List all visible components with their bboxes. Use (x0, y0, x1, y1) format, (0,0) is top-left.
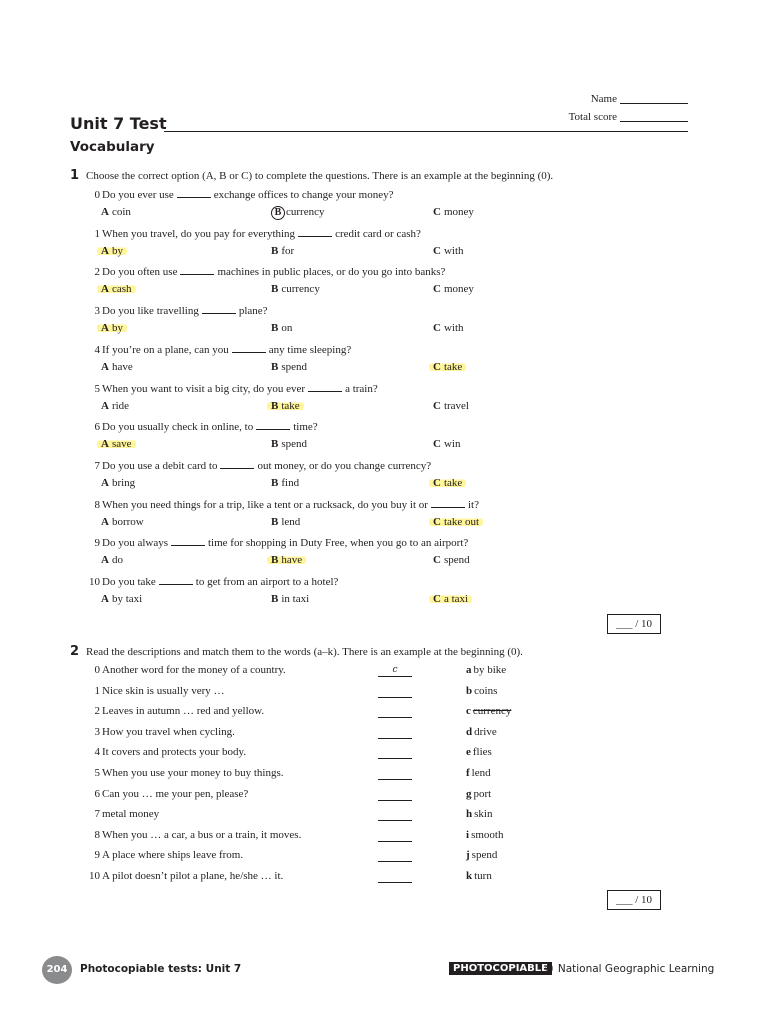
description-number: 6 (94, 787, 100, 800)
match-answer-line[interactable] (378, 831, 412, 842)
option-c-q3[interactable] (433, 322, 464, 334)
description-text: Can you … me your pen, please? (102, 787, 249, 800)
description-text: When you … a car, a bus or a train, it moves. (102, 828, 302, 841)
description-number: 7 (94, 808, 100, 821)
description-text: Nice skin is usually very … (102, 684, 225, 697)
option-letter: C (433, 283, 441, 296)
option-letter: B (271, 244, 279, 257)
question-3 (86, 304, 268, 317)
option-word: have (111, 360, 133, 373)
option-letter: C (433, 322, 441, 335)
option-a-q0[interactable] (101, 206, 131, 218)
word-text: lend (471, 767, 491, 779)
option-letter: C (433, 244, 441, 257)
question-text-after: to get from an airport to a hotel? (195, 576, 339, 588)
word-option-d (466, 726, 497, 738)
word-letter: f (466, 767, 470, 779)
question-text-before: Do you usually check in online, to (102, 421, 254, 434)
option-word: by taxi (111, 593, 143, 605)
option-letter: A (101, 399, 109, 412)
option-c-q6[interactable] (433, 438, 460, 450)
option-letter: C (433, 476, 441, 489)
total-score-label: Total score (568, 111, 617, 123)
option-word: travel (443, 399, 469, 412)
section2-number: 2 (70, 644, 80, 659)
description-number: 9 (94, 849, 100, 862)
description-text: When you use your money to buy things. (102, 767, 284, 779)
highlight-mark (429, 477, 466, 489)
word-text: skin (474, 808, 493, 821)
option-letter: C (433, 515, 441, 528)
match-answer-line[interactable] (378, 851, 412, 862)
option-word: by (111, 322, 123, 335)
description-2 (86, 705, 264, 717)
option-word: spend (281, 438, 308, 451)
answer-blank[interactable] (177, 188, 211, 198)
option-word: currency (281, 283, 320, 296)
option-letter: A (101, 515, 109, 528)
option-a-q4[interactable] (101, 361, 133, 373)
word-text: coins (474, 684, 498, 697)
word-text: flies (472, 746, 492, 759)
description-8 (86, 829, 301, 841)
section2-score-box: ___ / 10 (607, 890, 661, 910)
question-text-after: a train? (345, 382, 378, 395)
match-answer-line[interactable] (378, 769, 412, 780)
option-b-q5[interactable] (271, 400, 304, 412)
question-text-after: it? (467, 498, 479, 511)
option-letter: C (433, 438, 441, 451)
option-letter: A (101, 438, 109, 451)
question-5 (86, 382, 378, 395)
total-score-line[interactable] (620, 121, 688, 122)
highlight-mark (267, 400, 304, 412)
question-7 (86, 459, 431, 472)
question-text-before: Do you use a debit card to (102, 459, 218, 472)
option-c-q10[interactable] (433, 593, 472, 605)
question-number: 2 (94, 266, 100, 279)
name-line[interactable] (620, 103, 688, 104)
word-option-h (466, 808, 492, 820)
option-word: win (443, 438, 461, 451)
word-letter: a (466, 664, 472, 676)
name-label: Name (590, 93, 617, 105)
description-6 (86, 788, 248, 800)
option-letter: B (271, 283, 279, 296)
answer-blank[interactable] (298, 227, 332, 237)
option-b-q7[interactable] (271, 477, 299, 489)
description-text: Another word for the money of a country. (102, 664, 286, 676)
option-letter: B (271, 360, 279, 373)
option-word: find (281, 476, 300, 489)
word-letter: h (466, 808, 473, 821)
option-letter: B (271, 399, 279, 412)
answer-blank[interactable] (308, 382, 342, 392)
word-text: drive (474, 725, 497, 738)
section2-instruction (70, 644, 523, 659)
question-text-before: Do you often use (102, 266, 178, 279)
description-text: A place where ships leave from. (102, 849, 244, 862)
option-word: in taxi (281, 593, 310, 605)
option-word: spend (281, 360, 308, 373)
option-c-q5[interactable] (433, 400, 469, 412)
option-letter: C (433, 554, 441, 567)
option-letter: A (101, 476, 109, 489)
option-b-q9[interactable] (271, 554, 306, 566)
section1-number: 1 (70, 168, 80, 183)
option-word: spend (443, 554, 470, 567)
option-word: with (443, 322, 464, 335)
question-text-before: Do you always (102, 537, 168, 550)
option-letter: A (101, 593, 109, 605)
description-0 (86, 664, 286, 676)
description-5 (86, 767, 283, 779)
word-option-e (466, 746, 492, 758)
option-word: bring (111, 476, 136, 489)
word-letter: k (466, 870, 473, 882)
question-number: 9 (94, 537, 100, 550)
question-text-after: any time sleeping? (268, 343, 352, 356)
question-text-after: plane? (238, 305, 268, 318)
word-option-a (466, 664, 506, 676)
highlight-mark (97, 438, 136, 450)
description-text: metal money (102, 808, 160, 821)
option-letter: C (433, 360, 441, 373)
option-b-q8[interactable] (271, 516, 300, 528)
circled-letter-icon: B (271, 206, 285, 220)
option-letter: A (101, 360, 109, 373)
description-number: 8 (94, 828, 100, 841)
highlight-mark (429, 593, 472, 605)
description-number: 2 (94, 705, 100, 718)
question-number: 7 (94, 459, 100, 472)
description-4 (86, 746, 246, 758)
match-answer-line[interactable] (378, 728, 412, 739)
question-number: 4 (94, 343, 100, 356)
word-letter: c (466, 705, 471, 718)
question-text-after: machines in public places, or do you go into banks? (217, 266, 446, 279)
question-text-before: When you want to visit a big city, do you ever (102, 382, 306, 395)
question-2 (86, 265, 445, 278)
option-a-q8[interactable] (101, 516, 144, 528)
word-letter: d (466, 725, 473, 738)
section1-instruction-text: Choose the correct option (A, B or C) to complete the questions. There is an example at the beginning (0). (86, 170, 554, 182)
question-text-after: out money, or do you change currency? (257, 459, 432, 472)
question-text-before: If you’re on a plane, can you (102, 343, 229, 356)
option-word: with (443, 244, 464, 257)
option-word: borrow (111, 515, 144, 528)
question-text-before: When you need things for a trip, like a tent or a rucksack, do you buy it or (102, 498, 428, 511)
question-number: 10 (89, 576, 100, 588)
answer-blank[interactable] (159, 575, 193, 585)
option-letter: A (101, 283, 109, 296)
option-word: take (443, 476, 463, 489)
question-text-after: credit card or cash? (335, 227, 421, 240)
answer-blank[interactable] (202, 304, 236, 314)
match-answer-line[interactable] (378, 687, 412, 698)
description-3 (86, 726, 235, 738)
option-b-q4[interactable] (271, 361, 307, 373)
word-letter: b (466, 684, 473, 697)
answer-blank[interactable] (171, 536, 205, 546)
match-answer-line[interactable]: c (378, 666, 412, 677)
highlight-mark (97, 283, 136, 295)
option-a-q9[interactable] (101, 554, 123, 566)
option-letter: B (271, 322, 279, 335)
word-option-i (466, 829, 503, 841)
word-text: smooth (471, 828, 504, 841)
option-letter: B (271, 476, 279, 489)
option-letter: C (433, 206, 441, 218)
match-answer-line[interactable] (378, 810, 412, 821)
option-word: take (443, 360, 463, 373)
highlight-mark (267, 554, 306, 566)
question-8 (86, 498, 479, 511)
word-option-c (466, 705, 511, 717)
description-text: Leaves in autumn … red and yellow. (102, 705, 265, 718)
highlight-mark (429, 361, 466, 373)
word-text: turn (474, 870, 492, 882)
question-text-after: time for shopping in Duty Free, when you go to an airport? (208, 537, 469, 550)
description-number: 10 (89, 870, 100, 882)
option-c-q0[interactable] (433, 206, 474, 218)
question-0 (86, 188, 394, 201)
answer-blank[interactable] (220, 459, 254, 469)
option-a-q2[interactable] (101, 283, 136, 295)
question-4 (86, 343, 351, 356)
question-text-before: When you travel, do you pay for everything (102, 227, 296, 240)
question-1 (86, 227, 421, 240)
word-option-j (466, 849, 497, 861)
question-text-after: exchange offices to change your money? (213, 189, 394, 201)
highlight-mark (97, 322, 127, 334)
question-text-before: Do you ever use (102, 189, 174, 201)
section1-instruction (70, 168, 553, 183)
option-word: cash (111, 283, 132, 296)
word-text: port (473, 787, 492, 800)
footer-text: Photocopiable tests: Unit 7 (80, 963, 242, 975)
match-answer-line[interactable] (378, 707, 412, 718)
option-c-q1[interactable] (433, 245, 464, 257)
word-letter: g (466, 787, 472, 800)
answer-blank[interactable] (431, 498, 465, 508)
option-word: a taxi (443, 593, 469, 605)
word-letter: j (466, 849, 470, 862)
highlight-mark (429, 516, 483, 528)
photocopiable-badge: PHOTOCOPIABLE (449, 962, 552, 975)
option-word: have (281, 554, 303, 567)
title-rule (164, 131, 688, 132)
option-c-q8[interactable] (433, 516, 483, 528)
section1-score-box: ___ / 10 (607, 614, 661, 634)
option-word: coin (111, 206, 131, 218)
word-option-k (466, 870, 492, 882)
option-word: take (281, 399, 300, 412)
option-letter: B (271, 554, 279, 567)
description-number: 4 (94, 746, 100, 759)
option-word: take out (443, 515, 480, 528)
word-letter: i (466, 828, 470, 841)
option-b-q10[interactable] (271, 593, 309, 605)
option-a-q6[interactable] (101, 438, 136, 450)
option-a-q5[interactable] (101, 400, 129, 412)
option-word: ride (111, 399, 130, 412)
option-word: for (281, 244, 295, 257)
option-b-q1[interactable] (271, 245, 294, 257)
question-number: 0 (94, 189, 100, 201)
option-c-q7[interactable] (433, 477, 466, 489)
word-option-f (466, 767, 491, 779)
description-number: 1 (94, 684, 100, 697)
question-9 (86, 536, 468, 549)
option-letter: C (433, 593, 441, 605)
option-word: currency (286, 206, 325, 218)
option-letter: B (271, 515, 279, 528)
question-number: 6 (94, 421, 100, 434)
question-number: 1 (94, 227, 100, 240)
word-option-g (466, 788, 491, 800)
description-number: 0 (94, 664, 100, 676)
match-answer-line[interactable] (378, 872, 412, 883)
page-title: Unit 7 Test (70, 114, 167, 133)
option-a-q3[interactable] (101, 322, 127, 334)
description-number: 5 (94, 767, 100, 779)
option-letter: B (271, 593, 279, 605)
option-c-q9[interactable] (433, 554, 470, 566)
option-word: money (443, 206, 474, 218)
option-a-q1[interactable] (101, 245, 127, 257)
highlight-mark (97, 245, 127, 257)
option-word: lend (281, 515, 301, 528)
option-letter: C (433, 399, 441, 412)
option-a-q10[interactable] (101, 593, 142, 605)
question-number: 8 (94, 498, 100, 511)
option-letter: B (271, 438, 279, 451)
word-letter: e (466, 746, 471, 759)
description-text: How you travel when cycling. (102, 725, 235, 738)
answer-blank[interactable] (256, 420, 290, 430)
option-c-q2[interactable] (433, 283, 474, 295)
description-text: It covers and protects your body. (102, 746, 247, 759)
question-text-after: time? (293, 421, 318, 434)
description-number: 3 (94, 725, 100, 738)
question-10 (86, 575, 338, 588)
option-c-q4[interactable] (433, 361, 466, 373)
option-letter: A (101, 244, 109, 257)
option-letter: A (101, 554, 109, 567)
word-text: spend (471, 849, 498, 862)
question-text-before: Do you take (102, 576, 156, 588)
option-word: by (111, 244, 123, 257)
copyright: © National Geographic Learning (544, 963, 715, 975)
answer-blank[interactable] (180, 265, 214, 275)
option-a-q7[interactable] (101, 477, 135, 489)
description-9 (86, 849, 243, 861)
question-text-before: Do you like travelling (102, 305, 199, 318)
match-answer-line[interactable] (378, 748, 412, 759)
option-word: on (281, 322, 293, 335)
page-number: 204 (42, 956, 72, 984)
option-b-q2[interactable] (271, 283, 320, 295)
answer-blank[interactable] (232, 343, 266, 353)
word-text: currency (472, 705, 512, 718)
option-b-q3[interactable] (271, 322, 292, 334)
question-number: 3 (94, 305, 100, 318)
option-letter: A (101, 322, 109, 335)
question-6 (86, 420, 318, 433)
section-heading: Vocabulary (70, 139, 155, 155)
word-text: by bike (473, 664, 507, 676)
option-word: save (111, 438, 132, 451)
option-word: money (443, 283, 474, 296)
section2-instruction-text: Read the descriptions and match them to the words (a–k). There is an example at the beginning (0). (86, 646, 523, 658)
option-b-q6[interactable] (271, 438, 307, 450)
description-1 (86, 685, 225, 697)
question-number: 5 (94, 382, 100, 395)
option-b-q0[interactable] (271, 206, 324, 220)
option-word: do (111, 554, 123, 567)
description-7 (86, 808, 159, 820)
match-answer-line[interactable] (378, 790, 412, 801)
description-text: A pilot doesn’t pilot a plane, he/she … it. (102, 870, 284, 882)
option-letter: A (101, 206, 109, 218)
word-option-b (466, 685, 497, 697)
description-10 (86, 870, 283, 882)
